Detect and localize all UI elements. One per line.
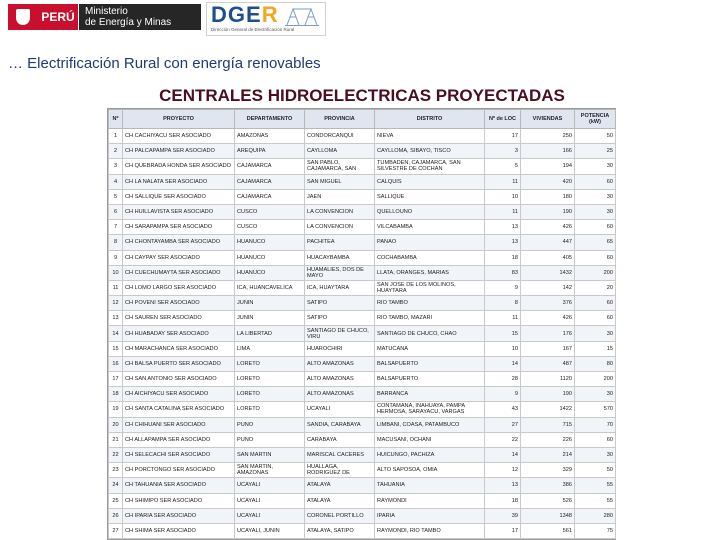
- table-cell: CH AICHIYACU SER ASOCIADO: [123, 387, 235, 402]
- table-cell: 7: [109, 220, 123, 235]
- table-row: [109, 372, 616, 387]
- table-cell: UCAYALI: [235, 478, 305, 493]
- table-row: [109, 296, 616, 311]
- table-cell: 200: [575, 265, 616, 280]
- table-cell: ICA, HUANCAVELICA: [235, 280, 305, 295]
- table-cell: MATUCANA: [375, 341, 485, 356]
- table-row: [109, 463, 616, 478]
- table-cell: RAYMONDI: [375, 493, 485, 508]
- table-cell: CARABAYA: [305, 432, 375, 447]
- table-cell: 28: [485, 372, 521, 387]
- table-cell: 2: [109, 144, 123, 159]
- table-cell: SANDIA, CARABAYA: [305, 417, 375, 432]
- table-cell: SALLIQUE: [375, 189, 485, 204]
- table-cell: 30: [575, 204, 616, 219]
- table-cell: CH BALSA PUERTO SER ASOCIADO: [123, 356, 235, 371]
- table-cell: 17: [485, 129, 521, 144]
- table-row: [109, 311, 616, 326]
- table-cell: 526: [521, 493, 575, 508]
- table-cell: AREQUIPA: [235, 144, 305, 159]
- table-cell: HUANUCO: [235, 235, 305, 250]
- dger-subtitle: Dirección General de Electrificación Rural: [211, 27, 295, 32]
- table-row: [109, 326, 616, 341]
- table-cell: 561: [521, 523, 575, 538]
- table-cell: CONDORCANQUI: [305, 129, 375, 144]
- table-cell: CUSCO: [235, 220, 305, 235]
- table-cell: CH CAYPAY SER ASOCIADO: [123, 250, 235, 265]
- table-cell: 26: [109, 508, 123, 523]
- table-cell: 60: [575, 432, 616, 447]
- table-cell: 14: [485, 447, 521, 462]
- table-cell: 15: [109, 341, 123, 356]
- table-row: [109, 478, 616, 493]
- table-cell: 75: [575, 523, 616, 538]
- table-cell: 17: [485, 523, 521, 538]
- table-cell: LORETO: [235, 402, 305, 417]
- table-cell: 18: [485, 250, 521, 265]
- table-cell: PUNO: [235, 417, 305, 432]
- table-cell: 1: [109, 129, 123, 144]
- table-row: [109, 129, 616, 144]
- table-cell: 14: [109, 326, 123, 341]
- table-cell: UCAYALI: [235, 493, 305, 508]
- table-cell: 1120: [521, 372, 575, 387]
- table-cell: 17: [109, 372, 123, 387]
- table-cell: 39: [485, 508, 521, 523]
- table-cell: CH ALLAPAMPA SER ASOCIADO: [123, 432, 235, 447]
- table-cell: 27: [485, 417, 521, 432]
- table-cell: JUNIN: [235, 311, 305, 326]
- table-cell: 30: [575, 387, 616, 402]
- table-cell: HUAROCHIRI: [305, 341, 375, 356]
- table-cell: 447: [521, 235, 575, 250]
- dger-logo-text: DGER: [211, 2, 279, 27]
- table-cell: 30: [575, 447, 616, 462]
- table-cell: CH CHONTAYAMBA SER ASOCIADO: [123, 235, 235, 250]
- table-cell: 13: [485, 478, 521, 493]
- peru-shield-icon: [8, 4, 38, 30]
- table-cell: 11: [485, 311, 521, 326]
- table-cell: 487: [521, 356, 575, 371]
- table-cell: CH PORCTONGO SER ASOCIADO: [123, 463, 235, 478]
- table-cell: 60: [575, 220, 616, 235]
- table-cell: 166: [521, 144, 575, 159]
- table-cell: ICA, HUAYTARA: [305, 280, 375, 295]
- table-row: [109, 204, 616, 219]
- table-cell: CH LOMO LARGO SER ASOCIADO: [123, 280, 235, 295]
- table-cell: 5: [109, 189, 123, 204]
- table-cell: LA CONVENCION: [305, 220, 375, 235]
- table-cell: 4: [109, 174, 123, 189]
- table-cell: LA CONVENCION: [305, 204, 375, 219]
- table-cell: 176: [521, 326, 575, 341]
- table-cell: 11: [109, 280, 123, 295]
- table-cell: CH SHIMIPO SER ASOCIADO: [123, 493, 235, 508]
- table-cell: CH CHIHUANI SER ASOCIADO: [123, 417, 235, 432]
- column-header: DISTRITO: [375, 110, 485, 129]
- table-cell: 9: [485, 280, 521, 295]
- table-cell: 570: [575, 402, 616, 417]
- table-cell: LORETO: [235, 356, 305, 371]
- table-cell: JAEN: [305, 189, 375, 204]
- column-header: PROYECTO: [123, 110, 235, 129]
- table-cell: 11: [485, 174, 521, 189]
- table-cell: 715: [521, 417, 575, 432]
- table-cell: 50: [575, 463, 616, 478]
- table-cell: 24: [109, 478, 123, 493]
- table-cell: QUELLOUNO: [375, 204, 485, 219]
- ministry-line2: de Energía y Minas: [85, 17, 172, 28]
- table-cell: 15: [575, 341, 616, 356]
- table-cell: ATALAYA: [305, 478, 375, 493]
- table-cell: 23: [109, 463, 123, 478]
- table-cell: ATALAYA, SATIPO: [305, 523, 375, 538]
- table-cell: 43: [485, 402, 521, 417]
- table-row: [109, 220, 616, 235]
- projects-table: [107, 108, 616, 540]
- table-cell: 22: [485, 432, 521, 447]
- table-cell: CORONEL PORTILLO: [305, 508, 375, 523]
- table-cell: CH IPARIA SER ASOCIADO: [123, 508, 235, 523]
- table-cell: 19: [109, 402, 123, 417]
- table-cell: CH SANTA CATALINA SER ASOCIADO: [123, 402, 235, 417]
- table-cell: IPARIA: [375, 508, 485, 523]
- table-cell: 250: [521, 129, 575, 144]
- table-cell: 329: [521, 463, 575, 478]
- table-cell: 1432: [521, 265, 575, 280]
- table-cell: CH HUABADAY SER ASOCIADO: [123, 326, 235, 341]
- column-header: VIVIENDAS: [521, 110, 575, 129]
- table-cell: ALTO AMAZONAS: [305, 387, 375, 402]
- table-cell: AMAZONAS: [235, 129, 305, 144]
- table-cell: 9: [109, 250, 123, 265]
- table-cell: HUANUCO: [235, 265, 305, 280]
- table-cell: 60: [575, 296, 616, 311]
- table-cell: CALQUIS: [375, 174, 485, 189]
- table-cell: 80: [575, 356, 616, 371]
- column-header: DEPARTAMENTO: [235, 110, 305, 129]
- table-cell: 55: [575, 493, 616, 508]
- table-cell: 20: [109, 417, 123, 432]
- table-row: [109, 493, 616, 508]
- table-cell: 190: [521, 387, 575, 402]
- table-cell: ALTO AMAZONAS: [305, 372, 375, 387]
- table-cell: 20: [575, 280, 616, 295]
- table-cell: COCHABAMBA: [375, 250, 485, 265]
- table-cell: LORETO: [235, 387, 305, 402]
- table-cell: 16: [109, 356, 123, 371]
- peru-label: PERÚ: [38, 4, 78, 30]
- table-cell: ALTO SAPOSOA, OMIA: [375, 463, 485, 478]
- table-cell: LA LIBERTAD: [235, 326, 305, 341]
- table-cell: UCAYALI: [235, 508, 305, 523]
- table-cell: TAHUANIA: [375, 478, 485, 493]
- table-cell: SATIPO: [305, 296, 375, 311]
- table-cell: MARISCAL CACERES: [305, 447, 375, 462]
- table-cell: NIEVA: [375, 129, 485, 144]
- table-cell: SANTIAGO DE CHUCO, CHAO: [375, 326, 485, 341]
- table-cell: 5: [485, 159, 521, 174]
- table-cell: PANAO: [375, 235, 485, 250]
- table-cell: CH MARACHANCA SER ASOCIADO: [123, 341, 235, 356]
- table-cell: 12: [109, 296, 123, 311]
- table-row: [109, 341, 616, 356]
- column-header: Nº de LOC: [485, 110, 521, 129]
- table-header-row: [109, 110, 616, 129]
- table-cell: CH POVENI SER ASOCIADO: [123, 296, 235, 311]
- table-cell: HUACAYBAMBA: [305, 250, 375, 265]
- table-row: [109, 432, 616, 447]
- table-cell: CAJAMARCA: [235, 159, 305, 174]
- table-cell: JUNIN: [235, 296, 305, 311]
- table-cell: PACHITEA: [305, 235, 375, 250]
- header-banner: [0, 0, 720, 42]
- table-cell: 9: [485, 387, 521, 402]
- table-cell: 70: [575, 417, 616, 432]
- table-row: [109, 174, 616, 189]
- table-cell: 13: [485, 235, 521, 250]
- table-cell: 8: [109, 235, 123, 250]
- table-cell: 25: [575, 144, 616, 159]
- table-cell: 3: [485, 144, 521, 159]
- table-cell: 214: [521, 447, 575, 462]
- table-cell: ALTO AMAZONAS: [305, 356, 375, 371]
- table-cell: 83: [485, 265, 521, 280]
- power-tower-icon: [285, 7, 319, 26]
- table-row: [109, 265, 616, 280]
- table-cell: CAYLLOMA, SIBAYO, TISCO: [375, 144, 485, 159]
- table-cell: TUMBADEN, CAJAMARCA, SAN SILVESTRE DE COCHAN: [375, 159, 485, 174]
- table-cell: LLATA, ORANGES, MARIAS: [375, 265, 485, 280]
- table-row: [109, 402, 616, 417]
- column-header: POTENCIA (kW): [575, 110, 616, 129]
- table-cell: 11: [485, 204, 521, 219]
- table-cell: BARRANCA: [375, 387, 485, 402]
- table-cell: 18: [109, 387, 123, 402]
- table-cell: 25: [109, 493, 123, 508]
- table-cell: 426: [521, 311, 575, 326]
- table-cell: CH LA NALATA SER ASOCIADO: [123, 174, 235, 189]
- table-cell: 60: [575, 311, 616, 326]
- table-cell: 13: [485, 220, 521, 235]
- table-cell: 14: [485, 356, 521, 371]
- table-cell: 30: [575, 159, 616, 174]
- table-cell: HUAMALIES, DOS DE MAYO: [305, 265, 375, 280]
- table-cell: CH SHIMA SER ASOCIADO: [123, 523, 235, 538]
- table-cell: 30: [575, 326, 616, 341]
- table-cell: HUICUNGO, PACHIZA: [375, 447, 485, 462]
- table-cell: 30: [575, 189, 616, 204]
- table-cell: CUSCO: [235, 204, 305, 219]
- table-cell: 3: [109, 159, 123, 174]
- table-cell: 226: [521, 432, 575, 447]
- table-cell: 376: [521, 296, 575, 311]
- ministry-line1: Ministerio: [85, 6, 128, 17]
- table-cell: UCAYALI: [305, 402, 375, 417]
- table-cell: 1422: [521, 402, 575, 417]
- table-cell: 6: [109, 204, 123, 219]
- table-cell: 142: [521, 280, 575, 295]
- table-cell: HUALLAGA, RODRIGUEZ DE: [305, 463, 375, 478]
- table-row: [109, 250, 616, 265]
- table-cell: LIMA: [235, 341, 305, 356]
- table-cell: 1348: [521, 508, 575, 523]
- table-cell: LORETO: [235, 372, 305, 387]
- table-cell: SATIPO: [305, 311, 375, 326]
- table-cell: SAN MARTIN, AMAZONAS: [235, 463, 305, 478]
- table-cell: RAYMONDI, RIO TAMBO: [375, 523, 485, 538]
- table-cell: 10: [485, 341, 521, 356]
- table-cell: SAN JOSE DE LOS MOLINOS, HUAYTARA: [375, 280, 485, 295]
- table-cell: CH QUEBRADA HONDA SER ASOCIADO: [123, 159, 235, 174]
- table-cell: 180: [521, 189, 575, 204]
- table-row: [109, 387, 616, 402]
- table-cell: SAN MIGUEL: [305, 174, 375, 189]
- table-body: [109, 129, 616, 539]
- dger-logo: [206, 2, 326, 36]
- table-cell: 194: [521, 159, 575, 174]
- table-row: [109, 356, 616, 371]
- table-cell: SAN PABLO, CAJAMARCA, SAN: [305, 159, 375, 174]
- table-cell: 200: [575, 372, 616, 387]
- table-row: [109, 280, 616, 295]
- table-row: [109, 508, 616, 523]
- table-cell: CH SALLIQUE SER ASOCIADO: [123, 189, 235, 204]
- table-cell: 21: [109, 432, 123, 447]
- table-cell: BALSAPUERTO: [375, 356, 485, 371]
- table-cell: 280: [575, 508, 616, 523]
- column-header: Nº: [109, 110, 123, 129]
- table-cell: RIO TAMBO, MAZARI: [375, 311, 485, 326]
- table-cell: CH CACHIYACU SER ASOCIADO: [123, 129, 235, 144]
- table-cell: 50: [575, 129, 616, 144]
- table-cell: CH CUECHUMAYTA SER ASOCIADO: [123, 265, 235, 280]
- table-cell: RIO TAMBO: [375, 296, 485, 311]
- table-cell: CH SAN ANTONIO SER ASOCIADO: [123, 372, 235, 387]
- ministry-label: [79, 4, 201, 30]
- table-cell: 22: [109, 447, 123, 462]
- table-cell: SANTIAGO DE CHUCO, VIRU: [305, 326, 375, 341]
- slide-subtitle: … Electrificación Rural con energía renovables: [8, 55, 321, 72]
- table-row: [109, 235, 616, 250]
- table-row: [109, 447, 616, 462]
- table-cell: 55: [575, 478, 616, 493]
- table-cell: ATALAYA: [305, 493, 375, 508]
- table-cell: UCAYALI, JUNIN: [235, 523, 305, 538]
- table-cell: CH HUILLAVISTA SER ASOCIADO: [123, 204, 235, 219]
- table-cell: CH SAUREN SER ASOCIADO: [123, 311, 235, 326]
- column-header: PROVINCIA: [305, 110, 375, 129]
- table-cell: LIMBANI, COASA, PATAMBUCO: [375, 417, 485, 432]
- table-cell: 10: [109, 265, 123, 280]
- table-cell: CH SELECACHI SER ASOCIADO: [123, 447, 235, 462]
- table-row: [109, 417, 616, 432]
- table-cell: CAJAMARCA: [235, 189, 305, 204]
- table-cell: 190: [521, 204, 575, 219]
- table-cell: 18: [485, 493, 521, 508]
- table-cell: CH PALCAPAMPA SER ASOCIADO: [123, 144, 235, 159]
- table-row: [109, 189, 616, 204]
- table-row: [109, 144, 616, 159]
- table-cell: 27: [109, 523, 123, 538]
- table-cell: CH TAHUANIA SER ASOCIADO: [123, 478, 235, 493]
- table-cell: CONTAMANA, INAHUAYA, PAMPA HERMOSA, SARAYACU, VARGAS: [375, 402, 485, 417]
- table-cell: CAJAMARCA: [235, 174, 305, 189]
- table-row: [109, 159, 616, 174]
- table-cell: 10: [485, 189, 521, 204]
- table-cell: SAN MARTIN: [235, 447, 305, 462]
- table-cell: CH SARAPAMPA SER ASOCIADO: [123, 220, 235, 235]
- slide-title: CENTRALES HIDROELECTRICAS PROYECTADAS: [159, 86, 565, 105]
- table-cell: 15: [485, 326, 521, 341]
- table-cell: 167: [521, 341, 575, 356]
- table-cell: 420: [521, 174, 575, 189]
- table-row: [109, 523, 616, 538]
- table-cell: PUNO: [235, 432, 305, 447]
- table-cell: VILCABAMBA: [375, 220, 485, 235]
- table-cell: 13: [109, 311, 123, 326]
- table-cell: MACUSANI, OCHANI: [375, 432, 485, 447]
- table-cell: 12: [485, 463, 521, 478]
- table-cell: BALSAPUERTO: [375, 372, 485, 387]
- table-cell: 426: [521, 220, 575, 235]
- table-cell: CAYLLOMA: [305, 144, 375, 159]
- table-cell: 386: [521, 478, 575, 493]
- table-cell: 65: [575, 235, 616, 250]
- table-cell: 60: [575, 250, 616, 265]
- table-cell: 8: [485, 296, 521, 311]
- table-cell: HUANUCO: [235, 250, 305, 265]
- table-cell: 405: [521, 250, 575, 265]
- table-cell: 60: [575, 174, 616, 189]
